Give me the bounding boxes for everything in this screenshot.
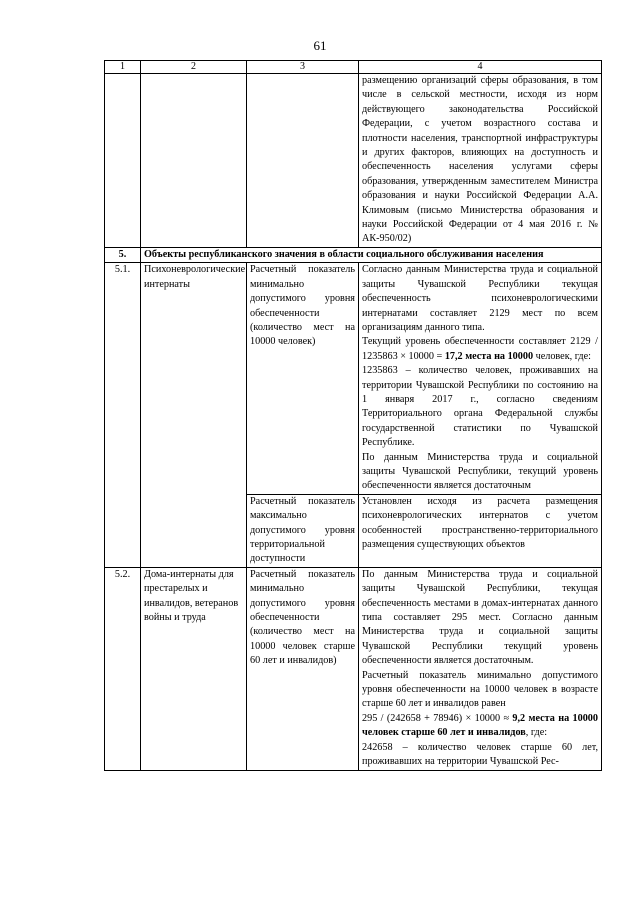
- section-row: [105, 247, 602, 262]
- rationale-paragraph: 242658 – количество человек старше 60 лет, проживавших на территории Чувашской Рес-: [362, 741, 598, 768]
- column-number: 3: [247, 61, 359, 74]
- indicator-min: Расчетный показатель минимально допустимого уровня обеспеченности (количество мест на 10000 человек старше 60 лет и инвалидов): [247, 567, 359, 770]
- rationale-paragraph: Согласно данным Министерства труда и социальной защиты Чувашской Республики текущая обеспеченность психоневрологическими интернатами составляет 2129 мест по всем организациям данного типа.: [362, 264, 598, 333]
- rationale-paragraph: [362, 712, 598, 741]
- formula-result: 9,2 места на 10000 человек старше 60 лет и инвалидов: [362, 712, 598, 739]
- continued-row: [105, 74, 602, 248]
- column-number: 4: [359, 61, 602, 74]
- formula-text: 295 / (242658 + 78946) × 10000 ≈: [362, 712, 513, 724]
- row-number: 5.1.: [105, 263, 141, 568]
- object-name: Дома-интернаты для престарелых и инвалидов, ветеранов войны и труда: [141, 567, 247, 770]
- row-number: 5.2.: [105, 567, 141, 770]
- table-row: [105, 567, 602, 770]
- rationale-min: [359, 567, 602, 770]
- table-row: [105, 263, 602, 495]
- rationale-min: [359, 263, 602, 495]
- rationale-paragraph: [362, 335, 598, 364]
- indicator-min: Расчетный показатель минимально допустимого уровня обеспеченности (количество мест на 10000 человек): [247, 263, 359, 495]
- column-number: 2: [141, 61, 247, 74]
- regulation-table: [104, 60, 602, 771]
- continued-text-cell: размещению организаций сферы образования, в том числе в сельской местности, исходя из норм действующего законодательства Российской Федерации, с учетом возрастного состава и плотности населения, транспортной инфраструктуры и других факторов, влияющих на доступность и обеспеченность населения услугами сферы образования, утвержденным заместителем Министра образования и науки Российской Федерации А.А. Климовым (письмо Министерства образования и науки Российской Федерации от 4 мая 2016 г. № АК-950/02): [359, 74, 602, 248]
- indicator-max: Расчетный показатель максимально допустимого уровня территориальной доступности: [247, 494, 359, 567]
- empty-cell: [141, 74, 247, 248]
- rationale-paragraph: 1235863 – количество человек, проживавших на территории Чувашской Республики по состоянию на 1 января 2017 г., согласно сведениям Территориального органа Федеральной службы государственной статистики по Чувашской Республике.: [362, 365, 598, 449]
- rationale-paragraph: По данным Министерства труда и социальной защиты Чувашской Республики, текущий уровень обеспеченности является достаточным: [362, 451, 598, 492]
- empty-cell: [105, 74, 141, 248]
- section-title: Объекты республиканского значения в области социального обслуживания населения: [141, 247, 602, 262]
- formula-tail: , где:: [525, 727, 548, 739]
- rationale-max: Установлен исходя из расчета размещения психоневрологических интернатов с учетом особенностей пространственно-территориального размещения существующих объектов: [359, 494, 602, 567]
- empty-cell: [247, 74, 359, 248]
- object-name: Психоневрологические интернаты: [141, 263, 247, 568]
- column-number: 1: [105, 61, 141, 74]
- formula-text: Текущий уровень обеспеченности составляет 2129 / 1235863 × 10000 =: [362, 336, 598, 362]
- section-number: 5.: [105, 247, 141, 262]
- column-number-row: [105, 61, 602, 74]
- formula-tail: человек, где:: [533, 350, 591, 362]
- page-number: 61: [313, 38, 327, 53]
- rationale-paragraph: Расчетный показатель минимально допустимого уровня обеспеченности на 10000 человек в возрасте старше 60 лет и инвалидов равен: [362, 669, 598, 710]
- formula-result: 17,2 места на 10000: [444, 350, 534, 362]
- rationale-paragraph: По данным Министерства труда и социальной защиты Чувашской Республики, текущая обеспеченность местами в домах-интернатах данного типа составляет 295 мест. Согласно данным Министерства труда и социальной защиты Чувашской Республики текущий уровень обеспеченности является достаточным.: [362, 568, 598, 667]
